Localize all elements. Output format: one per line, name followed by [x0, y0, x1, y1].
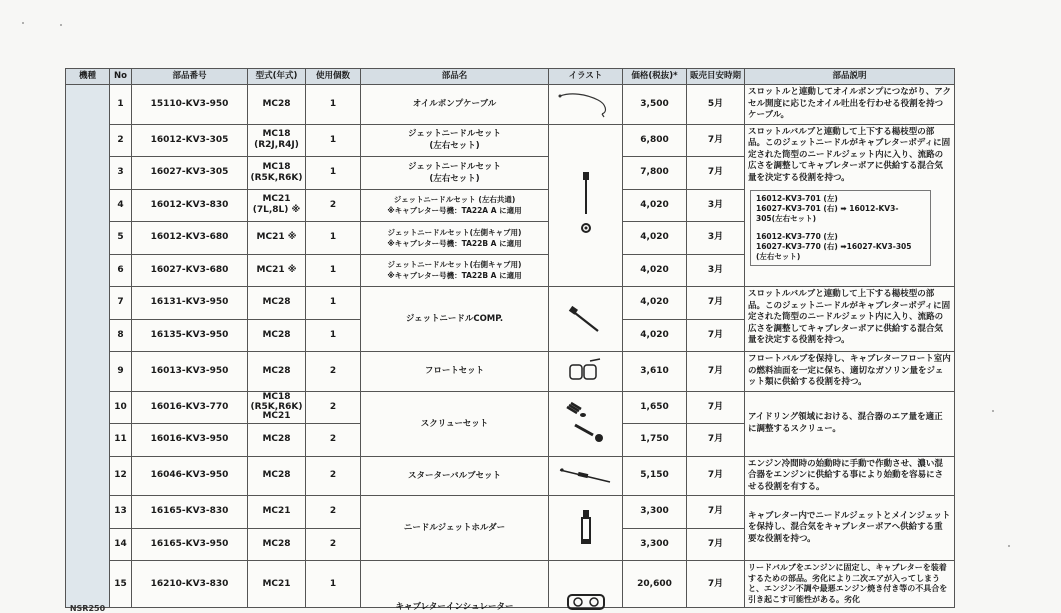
header-model: 型式(年式): [248, 69, 306, 85]
row-no: 9: [110, 352, 132, 392]
row-month: 5月: [687, 85, 745, 125]
row-part-name: ジェットニードルセット (左右セット): [361, 124, 549, 157]
row-month: 3月: [687, 189, 745, 222]
jet-needle-icon: [576, 170, 596, 240]
row-month: 7月: [687, 561, 745, 608]
row-quantity: 2: [306, 391, 361, 424]
row-price: 20,600: [623, 561, 687, 608]
header-description: 部品説明: [745, 69, 955, 85]
row-part-number: 16012-KV3-680: [132, 222, 248, 255]
row-quantity: 2: [306, 496, 361, 529]
row-no: 2: [110, 124, 132, 157]
table-row: [66, 391, 955, 424]
row-month: 7月: [687, 319, 745, 352]
table-row: [66, 496, 955, 529]
row-price: 3,300: [623, 528, 687, 561]
row-part-number: 16013-KV3-950: [132, 352, 248, 392]
row-model: MC18 (R5K,R6K) MC21: [248, 391, 306, 424]
row-month: 7月: [687, 352, 745, 392]
row-part-name: スターターバルブセット: [361, 456, 549, 496]
starter-valve-icon: [556, 464, 616, 488]
illustration-needle-jet-holder: [549, 496, 623, 561]
row-price: 4,020: [623, 287, 687, 320]
row-no: 15: [110, 561, 132, 608]
row-model: MC18 (R5K,R6K): [248, 157, 306, 190]
header-no: No: [110, 69, 132, 85]
row-quantity: 1: [306, 561, 361, 608]
table-row: [66, 352, 955, 392]
row-part-name: ジェットニードルセット (左右セット): [361, 157, 549, 190]
row-model: MC21: [248, 561, 306, 608]
row-quantity: 1: [306, 222, 361, 255]
supersession-note: 16012-KV3-701 (左) 16027-KV3-701 (右) ➡ 16012-KV3-305(左右セット) 16012-KV3-770 (左) 16027-KV3-770 (右) ➡16027-KV3-305 (左右セット): [750, 190, 931, 266]
row-part-name: ジェットニードルセット(左側キャブ用) ※キャブレター号機：TA22B A に適用: [361, 222, 549, 255]
row-part-name: キャブレターインシュレーター: [361, 561, 549, 608]
row-no: 14: [110, 528, 132, 561]
needle-jet-holder-icon: [576, 508, 596, 548]
row-month: 7月: [687, 456, 745, 496]
kishu-label: NSR250: [69, 604, 106, 613]
cable-icon: [556, 90, 616, 118]
row-part-name: ジェットニードルセット(右側キャブ用) ※キャブレター号機：TA22B A に適用: [361, 254, 549, 287]
row-description: フロートバルブを保持し、キャブレターフロート室内の燃料油面を一定に保ち、適切なガソリン量をジェット類に供給する役割を持つ。: [745, 352, 955, 392]
row-no: 11: [110, 424, 132, 457]
illustration-starter-valve: [549, 456, 623, 496]
row-description: キャブレター内でニードルジェットとメインジェットを保持し、混合気をキャブレターボアへ供給する重要な役割を持つ。: [745, 496, 955, 561]
row-no: 7: [110, 287, 132, 320]
row-description: スロットルバルブと連動して上下する楊枝型の部品。このジェットニードルがキャブレターボディに固定された筒型のニードルジェット内に入り、流路の広さを調整してキャブレターボアに供給する混合気量を決定する役割を持つ。: [745, 287, 955, 352]
header-sale-month: 販売目安時期: [687, 69, 745, 85]
row-description: スロットルと連動してオイルポンプにつながり、アクセル開度に応じたオイル吐出を行わせる役割を持つケーブル。: [745, 85, 955, 125]
row-month: 7月: [687, 124, 745, 157]
row-part-name: オイルポンプケーブル: [361, 85, 549, 125]
table-row: [66, 287, 955, 320]
row-no: 12: [110, 456, 132, 496]
description-text: スロットルバルブと連動して上下する楊枝型の部品。このジェットニードルがキャブレターボディに固定された筒型のニードルジェット内に入り、流路の広さを調整してキャブレターボアに供給する混合気量を決定する役割を持つ。: [748, 126, 951, 183]
illustration-jet-needle: [549, 124, 623, 287]
illustration-insulator: [549, 561, 623, 608]
row-month: 7月: [687, 496, 745, 529]
table-row: [66, 124, 955, 157]
row-month: 7月: [687, 391, 745, 424]
row-part-name: ニードルジェットホルダー: [361, 496, 549, 561]
row-model: MC28: [248, 319, 306, 352]
row-price: 3,500: [623, 85, 687, 125]
row-price: 1,750: [623, 424, 687, 457]
table-header-row: [66, 69, 955, 85]
row-part-number: 16046-KV3-950: [132, 456, 248, 496]
header-price: 価格(税抜)*: [623, 69, 687, 85]
row-description: [745, 124, 955, 287]
row-price: 4,020: [623, 189, 687, 222]
row-quantity: 1: [306, 254, 361, 287]
illustration-cable: [549, 85, 623, 125]
row-part-number: 16210-KV3-830: [132, 561, 248, 608]
row-part-name: スクリューセット: [361, 391, 549, 456]
row-month: 7月: [687, 157, 745, 190]
row-part-name: ジェットニードルCOMP.: [361, 287, 549, 352]
row-no: 5: [110, 222, 132, 255]
float-icon: [564, 357, 608, 385]
illustration-screw: [549, 391, 623, 456]
row-quantity: 2: [306, 456, 361, 496]
needle-comp-icon: [566, 299, 606, 339]
row-model: MC21 ※: [248, 254, 306, 287]
row-quantity: 2: [306, 424, 361, 457]
insulator-icon: [564, 585, 608, 607]
header-part-number: 部品番号: [132, 69, 248, 85]
row-description: エンジン冷間時の始動時に手動で作動させ、濃い混合器をエンジンに供給する事により始動を容易にさせる役割を有する。: [745, 456, 955, 496]
row-no: 3: [110, 157, 132, 190]
screw-icon: [561, 399, 611, 449]
row-description: リードバルブをエンジンに固定し、キャブレターを装着するための部品。劣化により二次エアが入ってしまうと、エンジン不調や最悪エンジン焼き付き等の不具合を引き起こす可能性がある。劣化: [745, 561, 955, 608]
header-kishu: 機種: [66, 69, 110, 85]
row-price: 6,800: [623, 124, 687, 157]
row-quantity: 2: [306, 189, 361, 222]
row-part-name: ジェットニードルセット (左右共通) ※キャブレター号機：TA22A A に適用: [361, 189, 549, 222]
row-part-number: 16165-KV3-830: [132, 496, 248, 529]
row-price: 4,020: [623, 254, 687, 287]
row-no: 8: [110, 319, 132, 352]
row-part-name: フロートセット: [361, 352, 549, 392]
header-quantity: 使用個数: [306, 69, 361, 85]
row-part-number: 16012-KV3-305: [132, 124, 248, 157]
header-illustration: イラスト: [549, 69, 623, 85]
row-model: MC28: [248, 424, 306, 457]
row-month: 3月: [687, 222, 745, 255]
row-model: MC28: [248, 352, 306, 392]
row-part-number: 15110-KV3-950: [132, 85, 248, 125]
row-part-number: 16016-KV3-950: [132, 424, 248, 457]
row-part-number: 16027-KV3-305: [132, 157, 248, 190]
row-no: 10: [110, 391, 132, 424]
table-row: [66, 561, 955, 608]
row-part-number: 16135-KV3-950: [132, 319, 248, 352]
illustration-float: [549, 352, 623, 392]
illustration-needle-comp: [549, 287, 623, 352]
row-quantity: 1: [306, 287, 361, 320]
row-part-number: 16027-KV3-680: [132, 254, 248, 287]
row-no: 13: [110, 496, 132, 529]
row-month: 3月: [687, 254, 745, 287]
row-quantity: 2: [306, 352, 361, 392]
row-quantity: 1: [306, 157, 361, 190]
row-no: 1: [110, 85, 132, 125]
row-part-number: 16165-KV3-950: [132, 528, 248, 561]
row-no: 4: [110, 189, 132, 222]
row-price: 7,800: [623, 157, 687, 190]
table-row: [66, 456, 955, 496]
row-month: 7月: [687, 528, 745, 561]
row-model: MC21: [248, 496, 306, 529]
parts-table: [65, 68, 955, 613]
kishu-cell: [66, 85, 110, 613]
row-model: MC21 (7L,8L) ※: [248, 189, 306, 222]
row-model: MC21 ※: [248, 222, 306, 255]
row-model: MC28: [248, 456, 306, 496]
row-no: 6: [110, 254, 132, 287]
row-model: MC18 (R2J,R4J): [248, 124, 306, 157]
row-part-number: 16131-KV3-950: [132, 287, 248, 320]
parts-table-sheet: [65, 68, 954, 613]
row-month: 7月: [687, 287, 745, 320]
row-price: 4,020: [623, 222, 687, 255]
row-description: アイドリング領域における、混合器のエア量を適正に調整するスクリュー。: [745, 391, 955, 456]
row-price: 3,610: [623, 352, 687, 392]
row-model: MC28: [248, 287, 306, 320]
row-month: 7月: [687, 424, 745, 457]
row-price: 5,150: [623, 456, 687, 496]
row-part-number: 16016-KV3-770: [132, 391, 248, 424]
row-quantity: 1: [306, 85, 361, 125]
header-part-name: 部品名: [361, 69, 549, 85]
row-price: 4,020: [623, 319, 687, 352]
row-price: 1,650: [623, 391, 687, 424]
row-price: 3,300: [623, 496, 687, 529]
row-quantity: 1: [306, 124, 361, 157]
row-part-number: 16012-KV3-830: [132, 189, 248, 222]
row-quantity: 1: [306, 319, 361, 352]
row-quantity: 2: [306, 528, 361, 561]
table-row: [66, 85, 955, 125]
row-model: MC28: [248, 85, 306, 125]
row-model: MC28: [248, 528, 306, 561]
